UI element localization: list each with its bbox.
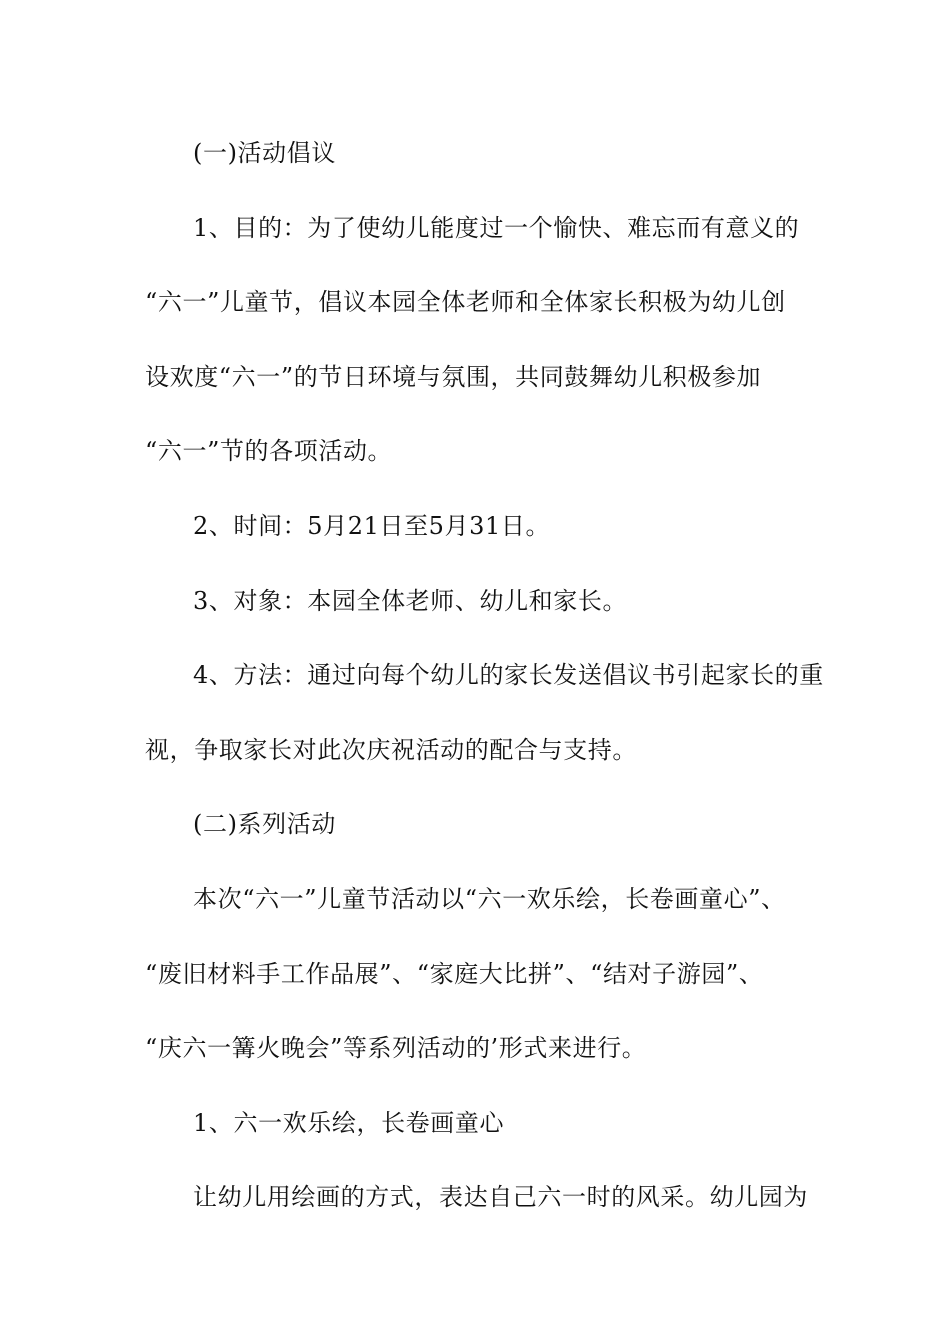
paragraph-line: 本次“六一”儿童节活动以“六一欢乐绘，长卷画童心”、 (193, 884, 786, 913)
paragraph-line: 让幼儿用绘画的方式，表达自己六一时的风采。幼儿园为 (193, 1183, 808, 1212)
paragraph-line: 设欢度“六一”的节日环境与氛围，共同鼓舞幼儿积极参加 (145, 362, 762, 391)
paragraph-line: 视，争取家长对此次庆祝活动的配合与支持。 (145, 735, 637, 764)
section-heading-activity-proposal: (一)活动倡议 (193, 139, 336, 167)
document-body (145, 129, 824, 1248)
section-heading-series-activities: (二)系列活动 (193, 810, 336, 839)
subsection-heading: 1、六一欢乐绘，长卷画童心 (193, 1108, 505, 1137)
paragraph-line: 1、目的：为了使幼儿能度过一个愉快、难忘而有意义的 (193, 213, 800, 242)
paragraph-line: “六一”儿童节，倡议本园全体老师和全体家长积极为幼儿创 (145, 288, 786, 317)
paragraph-line: “废旧材料手工作品展”、“家庭大比拼”、“结对子游园”、 (145, 959, 764, 988)
paragraph-line: 4、方法：通过向每个幼儿的家长发送倡议书引起家长的重 (193, 661, 824, 690)
paragraph-line: “庆六一篝火晚会”等系列活动的’形式来进行。 (145, 1034, 647, 1063)
paragraph-line: 2、时间：5月21日至5月31日。 (193, 511, 551, 540)
paragraph-line: 3、对象：本园全体老师、幼儿和家长。 (193, 586, 628, 615)
paragraph-line: “六一”节的各项活动。 (145, 437, 393, 466)
